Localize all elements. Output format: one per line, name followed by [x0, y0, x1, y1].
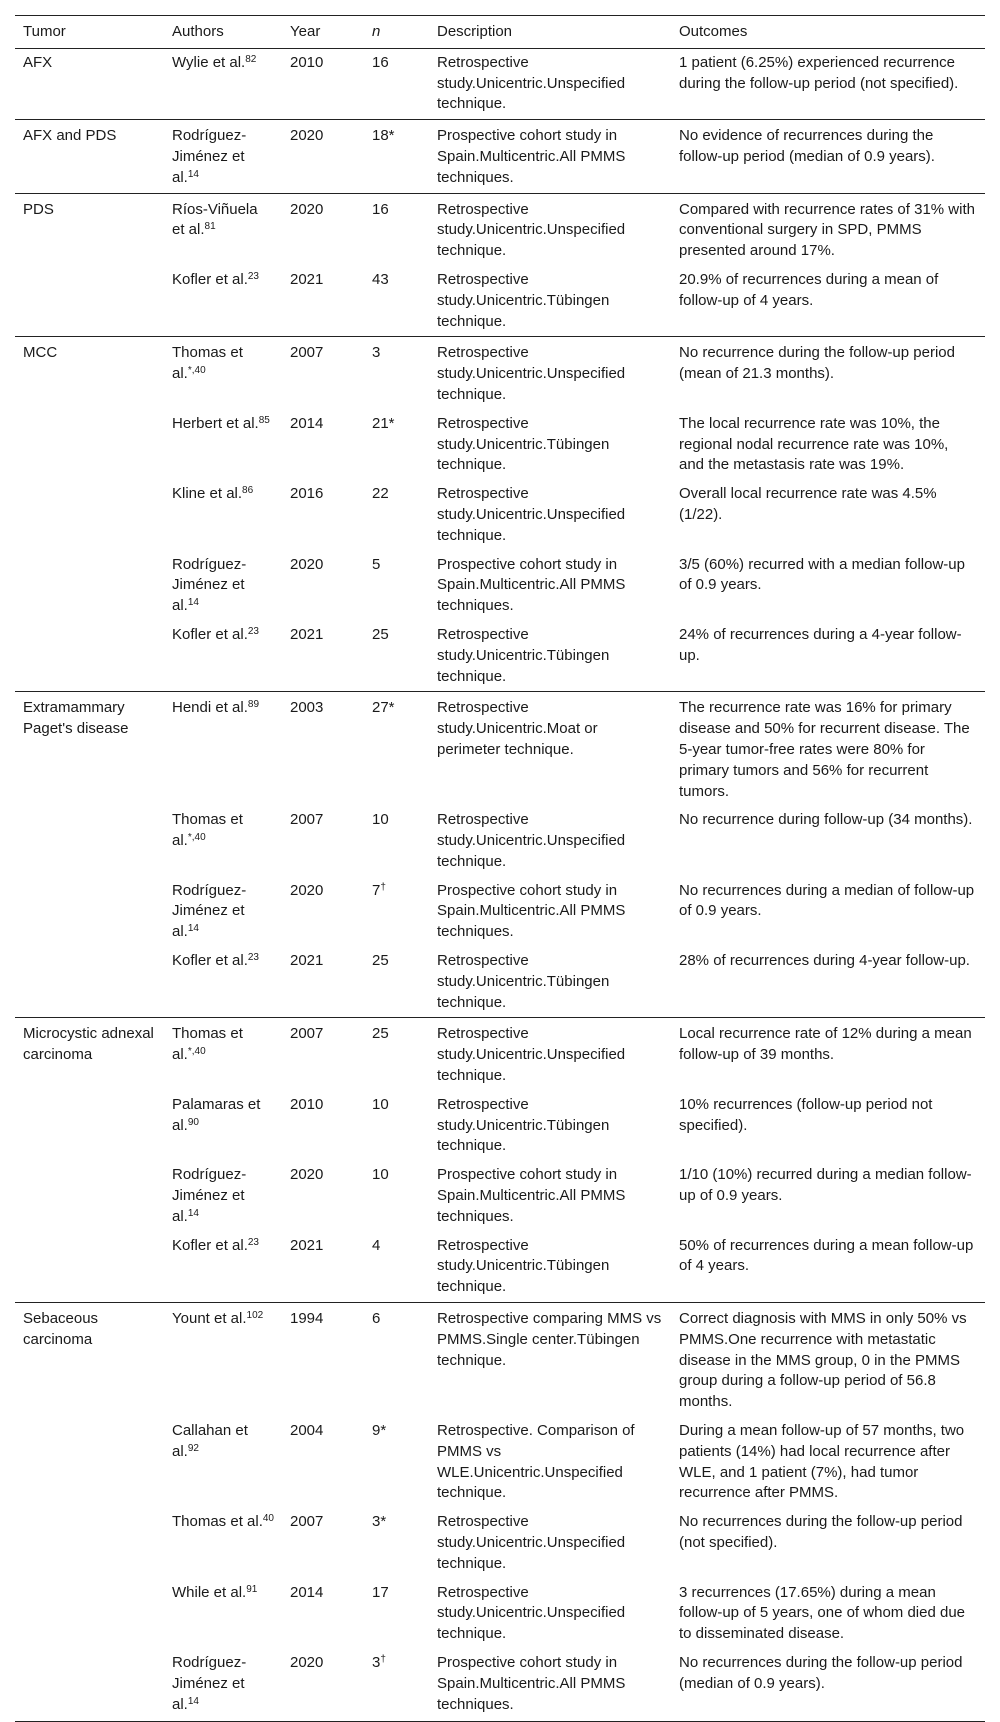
table-row [15, 877, 985, 947]
cell-tumor: AFX and PDS [15, 120, 164, 193]
header-authors: Authors [164, 16, 282, 49]
reference-number: 14 [187, 1207, 199, 1219]
cell-n [364, 1018, 429, 1091]
cell-tumor: AFX [23, 53, 53, 71]
reference-number: 81 [204, 221, 216, 233]
reference-number: 89 [247, 699, 260, 711]
table-row [15, 692, 985, 806]
table-row [15, 806, 985, 876]
cell-tumor [15, 1161, 164, 1231]
n-footnote-mark: † [380, 1653, 386, 1665]
cell-description: Retrospective study.Unicentric.Moat or perimeter technique. [429, 692, 671, 806]
reference-number: 102 [246, 1310, 264, 1322]
table-row [15, 48, 985, 119]
reference-number: 82 [245, 53, 257, 65]
cell-outcomes: No recurrence during the follow-up period (mean of 21.3 months). [671, 337, 985, 410]
cell-authors [164, 193, 282, 266]
cell-year: 2020 [290, 555, 324, 573]
cell-outcomes: Compared with recurrence rates of 31% with conventional surgery in SPD, PMMS presented around 17%. [671, 193, 985, 266]
reference-number: 40 [262, 1513, 274, 1525]
cell-tumor [15, 480, 164, 550]
cell-authors [164, 692, 282, 806]
author-name: Kofler et al. [172, 952, 248, 970]
cell-tumor [15, 877, 164, 947]
table-row [15, 1417, 985, 1508]
reference-number: 14 [187, 1695, 199, 1707]
reference-number: *,40 [187, 365, 206, 377]
cell-n [364, 1303, 429, 1417]
cell-description: Retrospective study.Unicentric.Tübingen technique. [437, 625, 610, 685]
cell-outcomes: During a mean follow-up of 57 months, two patients (14%) had local recurrence after WLE, and 1 patient (7%), had tumor recurrence after PMMS. [679, 1422, 965, 1502]
cell-description: Retrospective study.Unicentric.Tübingen technique. [437, 952, 610, 1011]
cell-year: 2007 [282, 337, 364, 410]
header-tumor: Tumor [15, 16, 164, 49]
author-name: Kofler et al. [172, 270, 248, 288]
table-row [15, 120, 985, 193]
cell-description: Retrospective study.Unicentric.Unspecified technique. [437, 1513, 626, 1572]
n-value: 4 [372, 1236, 381, 1254]
cell-outcomes: 28% of recurrences during 4-year follow-up. [679, 952, 970, 970]
table-row [15, 337, 985, 410]
cell-description: Prospective cohort study in Spain.Multicentric.All PMMS techniques. [437, 881, 626, 941]
cell-description: Prospective cohort study in Spain.Multicentric.All PMMS techniques. [437, 555, 626, 615]
author-name: Kofler et al. [172, 1236, 248, 1254]
n-value: 3 [372, 1653, 381, 1671]
author-name: Rodríguez-Jiménez et al. [172, 1166, 247, 1225]
cell-tumor: Extramammary Paget's disease [15, 692, 164, 806]
cell-outcomes: The local recurrence rate was 10%, the regional nodal recurrence rate was 10%, and the metastasis rate was 19%. [679, 414, 949, 474]
reference-number: 85 [258, 414, 270, 426]
n-value: 27* [372, 699, 395, 717]
cell-description: Prospective cohort study in Spain.Multicentric.All PMMS techniques. [429, 1649, 671, 1722]
cell-outcomes: Overall local recurrence rate was 4.5% (1/22). [679, 485, 937, 523]
cell-year: 2004 [290, 1422, 324, 1440]
cell-n [364, 337, 429, 410]
n-value: 10 [372, 811, 389, 829]
reference-number: 23 [247, 1236, 259, 1248]
cell-year: 2007 [290, 811, 324, 829]
cell-outcomes: No recurrences during the follow-up period (median of 0.9 years). [671, 1649, 985, 1722]
cell-year: 2020 [290, 1166, 324, 1184]
table-row [15, 621, 985, 692]
cell-year: 2016 [290, 485, 324, 503]
cell-authors [164, 266, 282, 337]
cell-description: Retrospective study.Unicentric.Unspecified technique. [429, 337, 671, 410]
cell-outcomes: 20.9% of recurrences during a mean of follow-up of 4 years. [679, 270, 939, 309]
cell-authors [164, 1417, 282, 1508]
cell-tumor [15, 947, 164, 1018]
cell-year: 2021 [290, 1236, 324, 1254]
cell-n [364, 1091, 429, 1161]
header-year: Year [282, 16, 364, 49]
cell-outcomes: 10% recurrences (follow-up period not specified). [679, 1095, 933, 1134]
cell-authors [164, 1649, 282, 1722]
reference-number: 90 [187, 1116, 199, 1128]
author-name: Kline et al. [172, 485, 243, 503]
cell-tumor [15, 551, 164, 621]
table-row [15, 1303, 985, 1417]
cell-authors [164, 806, 282, 876]
cell-authors [164, 551, 282, 621]
cell-description: Prospective cohort study in Spain.Multicentric.All PMMS techniques. [429, 120, 671, 193]
cell-n [364, 1232, 429, 1303]
cell-year: 2021 [290, 952, 324, 970]
author-name: Herbert et al. [172, 414, 259, 432]
cell-n [364, 1508, 429, 1578]
author-name: Palamaras et al. [172, 1095, 261, 1134]
reference-number: 23 [247, 270, 259, 282]
cell-n [364, 480, 429, 550]
cell-outcomes: The recurrence rate was 16% for primary disease and 50% for recurrent disease. The 5-year tumor-free rates were 80% for primary tumors and 56% for recurrent tumors. [671, 692, 985, 806]
table-row [15, 551, 985, 621]
cell-description: Retrospective study.Unicentric.Unspecified technique. [429, 1018, 671, 1091]
cell-n [364, 48, 429, 119]
cell-outcomes: Local recurrence rate of 12% during a mean follow-up of 39 months. [671, 1018, 985, 1091]
cell-n [364, 1579, 429, 1649]
cell-authors [164, 120, 282, 193]
author-name: Rodríguez-Jiménez et al. [172, 555, 247, 615]
cell-n [364, 551, 429, 621]
reference-number: 86 [242, 485, 254, 497]
n-value: 43 [372, 270, 389, 288]
n-value: 5 [372, 555, 381, 573]
cell-description: Retrospective study.Unicentric.Tübingen technique. [437, 1095, 610, 1155]
author-name: Hendi et al. [172, 699, 248, 717]
cell-tumor: Microcystic adnexal carcinoma [15, 1018, 164, 1091]
table-row [15, 410, 985, 480]
cell-n [364, 621, 429, 692]
cell-n [364, 410, 429, 480]
table-container [15, 15, 985, 1722]
author-name: Rodríguez-Jiménez et al. [172, 881, 247, 941]
reference-number: 14 [187, 923, 199, 935]
cell-year: 2021 [290, 270, 324, 288]
reference-number: 92 [187, 1442, 199, 1454]
cell-year: 2020 [282, 120, 364, 193]
cell-outcomes: 1/10 (10%) recurred during a median follow-up of 0.9 years. [679, 1166, 972, 1205]
table-header [15, 16, 985, 49]
author-name: Yount et al. [172, 1310, 247, 1328]
table-row [15, 1579, 985, 1649]
cell-description: Retrospective study.Unicentric.Unspecified technique. [437, 811, 626, 870]
table-row [15, 480, 985, 550]
cell-authors [164, 1579, 282, 1649]
cell-n [364, 120, 429, 193]
n-value: 16 [372, 200, 389, 218]
cell-year: 2020 [282, 1649, 364, 1722]
table-row [15, 193, 985, 266]
n-value: 3* [372, 1513, 387, 1531]
cell-outcomes: 24% of recurrences during a 4-year follow-up. [679, 625, 962, 664]
header-row [15, 16, 985, 49]
cell-n [364, 266, 429, 337]
cell-n [364, 1161, 429, 1231]
cell-tumor [15, 806, 164, 876]
table-row [15, 947, 985, 1018]
reference-number: 91 [246, 1583, 258, 1595]
cell-authors [164, 337, 282, 410]
table-row [15, 1091, 985, 1161]
n-value: 25 [372, 625, 389, 643]
table-row [15, 266, 985, 337]
cell-outcomes: 3/5 (60%) recurred with a median follow-up of 0.9 years. [679, 555, 965, 594]
cell-outcomes: No recurrences during the follow-up period (not specified). [679, 1513, 963, 1551]
cell-year: 2007 [282, 1018, 364, 1091]
author-name: Kofler et al. [172, 625, 248, 643]
n-value: 3 [372, 344, 381, 362]
cell-outcomes: 1 patient (6.25%) experienced recurrence during the follow-up period (not specified). [679, 53, 959, 92]
n-value: 25 [372, 952, 389, 970]
author-name: Ríos-Viñuela et al. [172, 200, 258, 239]
cell-tumor [15, 1649, 164, 1722]
table-row [15, 1508, 985, 1578]
cell-outcomes: 50% of recurrences during a mean follow-up of 4 years. [679, 1236, 974, 1275]
n-value: 16 [372, 53, 389, 71]
n-value: 21* [372, 414, 395, 432]
n-footnote-mark: † [380, 881, 386, 893]
cell-tumor [15, 1091, 164, 1161]
cell-description: Retrospective study.Unicentric.Unspecified technique. [437, 1583, 626, 1643]
n-value: 18* [372, 127, 395, 145]
cell-authors [164, 947, 282, 1018]
cell-description: Retrospective comparing MMS vs PMMS.Single center.Tübingen technique. [429, 1303, 671, 1417]
cell-description: Prospective cohort study in Spain.Multicentric.All PMMS techniques. [437, 1166, 626, 1225]
cell-description: Retrospective study.Unicentric.Unspecified technique. [437, 485, 626, 544]
reference-number: 14 [187, 168, 199, 180]
n-value: 22 [372, 485, 389, 503]
author-name: Thomas et al. [172, 1025, 243, 1064]
cell-n [364, 1417, 429, 1508]
author-name: Callahan et al. [172, 1422, 248, 1460]
cell-outcomes: No evidence of recurrences during the follow-up period (median of 0.9 years). [671, 120, 985, 193]
cell-description: Retrospective study.Unicentric.Tübingen technique. [437, 270, 610, 330]
header-description: Description [429, 16, 671, 49]
cell-authors [164, 410, 282, 480]
cell-n [364, 947, 429, 1018]
cell-year: 2020 [282, 193, 364, 266]
cell-outcomes: No recurrences during a median of follow-up of 0.9 years. [679, 881, 975, 920]
table-body [15, 48, 985, 1722]
author-name: Rodríguez-Jiménez et al. [172, 127, 247, 186]
cell-year: 1994 [282, 1303, 364, 1417]
author-name: Wylie et al. [172, 53, 246, 71]
cell-n [364, 692, 429, 806]
cell-n [364, 1649, 429, 1722]
cell-tumor: Sebaceous carcinoma [15, 1303, 164, 1417]
cell-tumor: PDS [15, 193, 164, 266]
cell-tumor [15, 1417, 164, 1508]
cell-outcomes: 3 recurrences (17.65%) during a mean follow-up of 5 years, one of whom died due to disseminated disease. [679, 1583, 966, 1643]
cell-authors [164, 1303, 282, 1417]
n-value: 10 [372, 1095, 389, 1113]
cell-authors [164, 1091, 282, 1161]
cell-tumor [15, 621, 164, 692]
cell-authors [164, 480, 282, 550]
table-row [15, 1161, 985, 1231]
cell-tumor [15, 1508, 164, 1578]
cell-authors [164, 621, 282, 692]
header-outcomes: Outcomes [671, 16, 985, 49]
table-row [15, 1649, 985, 1722]
cell-authors [164, 877, 282, 947]
table-row [15, 1018, 985, 1091]
cell-year: 2010 [290, 53, 324, 71]
cell-authors [164, 1232, 282, 1303]
cell-year: 2010 [290, 1095, 324, 1113]
reference-number: *,40 [187, 832, 206, 844]
table-row [15, 1232, 985, 1303]
author-name: Thomas et al. [172, 811, 243, 850]
n-value: 9* [372, 1422, 387, 1440]
cell-year: 2020 [290, 881, 324, 899]
n-value: 7 [372, 881, 381, 899]
cell-year: 2014 [290, 1583, 324, 1601]
reference-number: 23 [247, 952, 259, 964]
cell-authors [164, 1018, 282, 1091]
cell-n [364, 877, 429, 947]
cell-description: Retrospective study.Unicentric.Tübingen technique. [437, 1236, 610, 1296]
cell-outcomes: No recurrence during follow-up (34 months). [679, 811, 973, 829]
cell-tumor [15, 1232, 164, 1303]
cell-outcomes: Correct diagnosis with MMS in only 50% vs PMMS.One recurrence with metastatic disease in the MMS group, 0 in the PMMS group during a follow-up period of 56.8 months. [671, 1303, 985, 1417]
reference-number: 14 [187, 597, 199, 609]
cell-n [364, 193, 429, 266]
cell-description: Retrospective study.Unicentric.Unspecified technique. [437, 53, 626, 113]
author-name: Thomas et al. [172, 1513, 263, 1531]
author-name: Thomas et al. [172, 344, 243, 383]
author-name: While et al. [172, 1583, 247, 1601]
cell-tumor [15, 1579, 164, 1649]
cell-authors [164, 48, 282, 119]
n-value: 10 [372, 1166, 389, 1184]
reference-number: *,40 [187, 1046, 206, 1058]
cell-tumor [15, 266, 164, 337]
cell-authors [164, 1161, 282, 1231]
cell-year: 2003 [282, 692, 364, 806]
reference-number: 23 [247, 625, 259, 637]
cell-description: Retrospective study.Unicentric.Unspecified technique. [429, 193, 671, 266]
cell-authors [164, 1508, 282, 1578]
cell-year: 2007 [290, 1513, 324, 1531]
n-value: 17 [372, 1583, 389, 1601]
author-name: Rodríguez-Jiménez et al. [172, 1653, 247, 1713]
cell-year: 2014 [290, 414, 324, 432]
n-value: 6 [372, 1310, 381, 1328]
cell-tumor: MCC [15, 337, 164, 410]
cell-tumor [15, 410, 164, 480]
cell-n [364, 806, 429, 876]
cell-year: 2021 [290, 625, 324, 643]
n-value: 25 [372, 1025, 389, 1043]
header-n: n [364, 16, 429, 49]
cell-description: Retrospective study.Unicentric.Tübingen technique. [437, 414, 610, 474]
cell-description: Retrospective. Comparison of PMMS vs WLE.Unicentric.Unspecified technique. [437, 1422, 635, 1502]
studies-table [15, 15, 985, 1722]
